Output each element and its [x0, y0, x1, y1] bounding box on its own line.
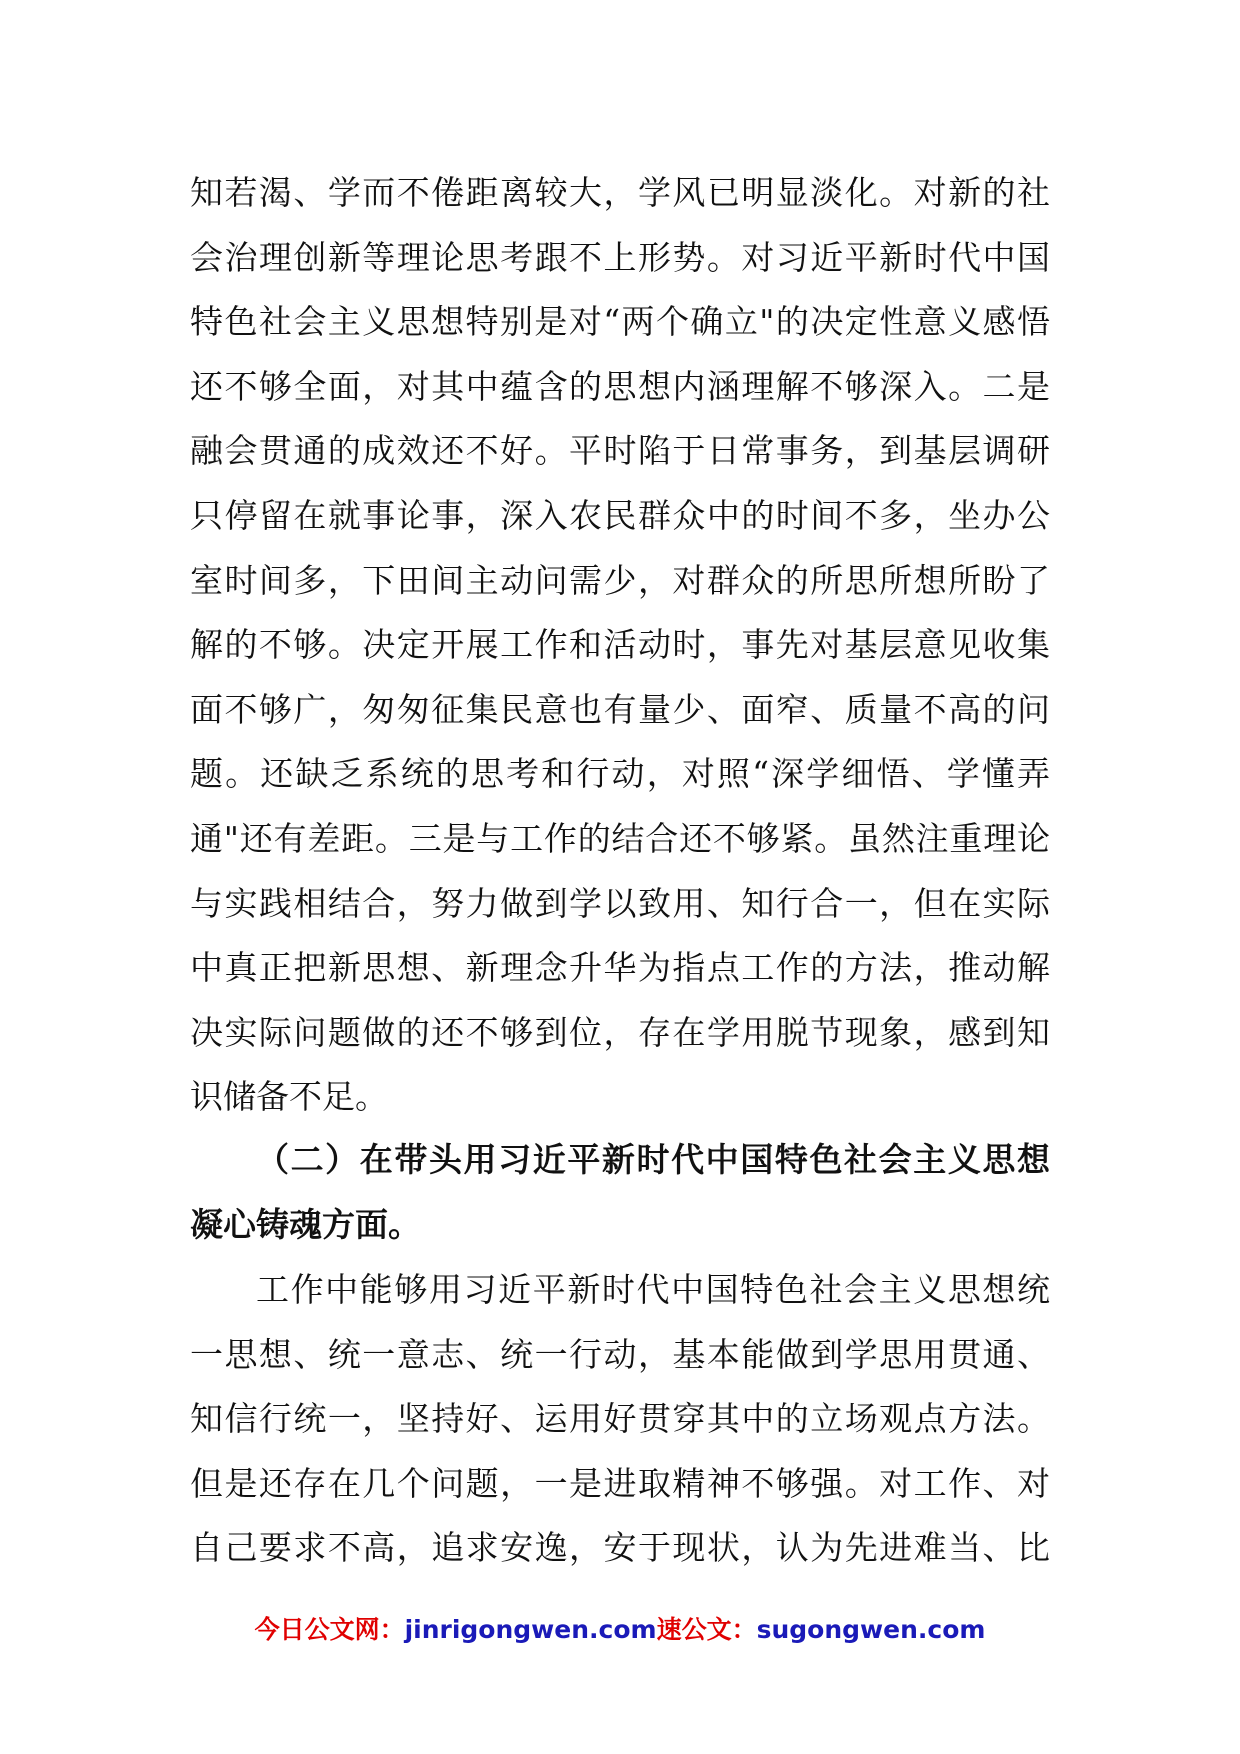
text-line: 与实践相结合，努力做到学以致用、知行合一，但在实际	[190, 883, 1050, 923]
text-line: 解的不够。决定开展工作和活动时，事先对基层意见收集	[190, 625, 1050, 665]
text-line: 中真正把新思想、新理念升华为指点工作的方法，推动解	[190, 948, 1050, 988]
footer-site2-label: 速公文：	[656, 1615, 757, 1644]
text-line: 工作中能够用习近平新时代中国特色社会主义思想统	[256, 1270, 1050, 1309]
text-line: 特色社会主义思想特别是对“两个确立"的决定性意义感悟	[190, 302, 1050, 342]
text-line: 知若渴、学而不倦距离较大，学风已明显淡化。对新的社	[190, 173, 1050, 212]
text-line: 但是还存在几个问题，一是进取精神不够强。对工作、对	[190, 1463, 1050, 1503]
text-line: 通"还有差距。三是与工作的结合还不够紧。虽然注重理论	[190, 818, 1050, 858]
footer-site2-link[interactable]: sugongwen.com	[756, 1615, 986, 1644]
text-line: 一思想、统一意志、统一行动，基本能做到学思用贯通、	[190, 1334, 1050, 1374]
text-line: 室时间多，下田间主动问需少，对群众的所思所想所盼了	[190, 560, 1050, 600]
text-line: 自己要求不高，追求安逸，安于现状，认为先进难当、比	[190, 1528, 1050, 1568]
text-line: 识储备不足。	[190, 1077, 388, 1117]
footer-site1-link[interactable]: jinrigongwen.com	[404, 1615, 657, 1644]
paragraph-3	[190, 1258, 1050, 1581]
text-line: 会治理创新等理论思考跟不上形势。对习近平新时代中国	[190, 237, 1050, 277]
paragraph-1	[190, 161, 1050, 1130]
text-line: 题。还缺乏系统的思考和行动，对照“深学细悟、学懂弄	[190, 754, 1050, 794]
section-heading	[190, 1128, 1050, 1257]
heading-line: 凝心铸魂方面。	[190, 1204, 421, 1244]
heading-line: （二）在带头用习近平新时代中国特色社会主义思想	[256, 1140, 1050, 1179]
text-line: 融会贯通的成效还不好。平时陷于日常事务，到基层调研	[190, 431, 1050, 471]
text-line: 还不够全面，对其中蕴含的思想内涵理解不够深入。二是	[190, 366, 1050, 406]
text-line: 知信行统一，坚持好、运用好贯穿其中的立场观点方法。	[190, 1399, 1050, 1439]
text-line: 决实际问题做的还不够到位，存在学用脱节现象，感到知	[190, 1012, 1050, 1052]
text-line: 只停留在就事论事，深入农民群众中的时间不多，坐办公	[190, 495, 1050, 535]
text-line: 面不够广，匆匆征集民意也有量少、面窄、质量不高的问	[190, 689, 1050, 729]
footer-watermark	[0, 1612, 1240, 1648]
footer-site1-label: 今日公文网：	[254, 1615, 405, 1644]
